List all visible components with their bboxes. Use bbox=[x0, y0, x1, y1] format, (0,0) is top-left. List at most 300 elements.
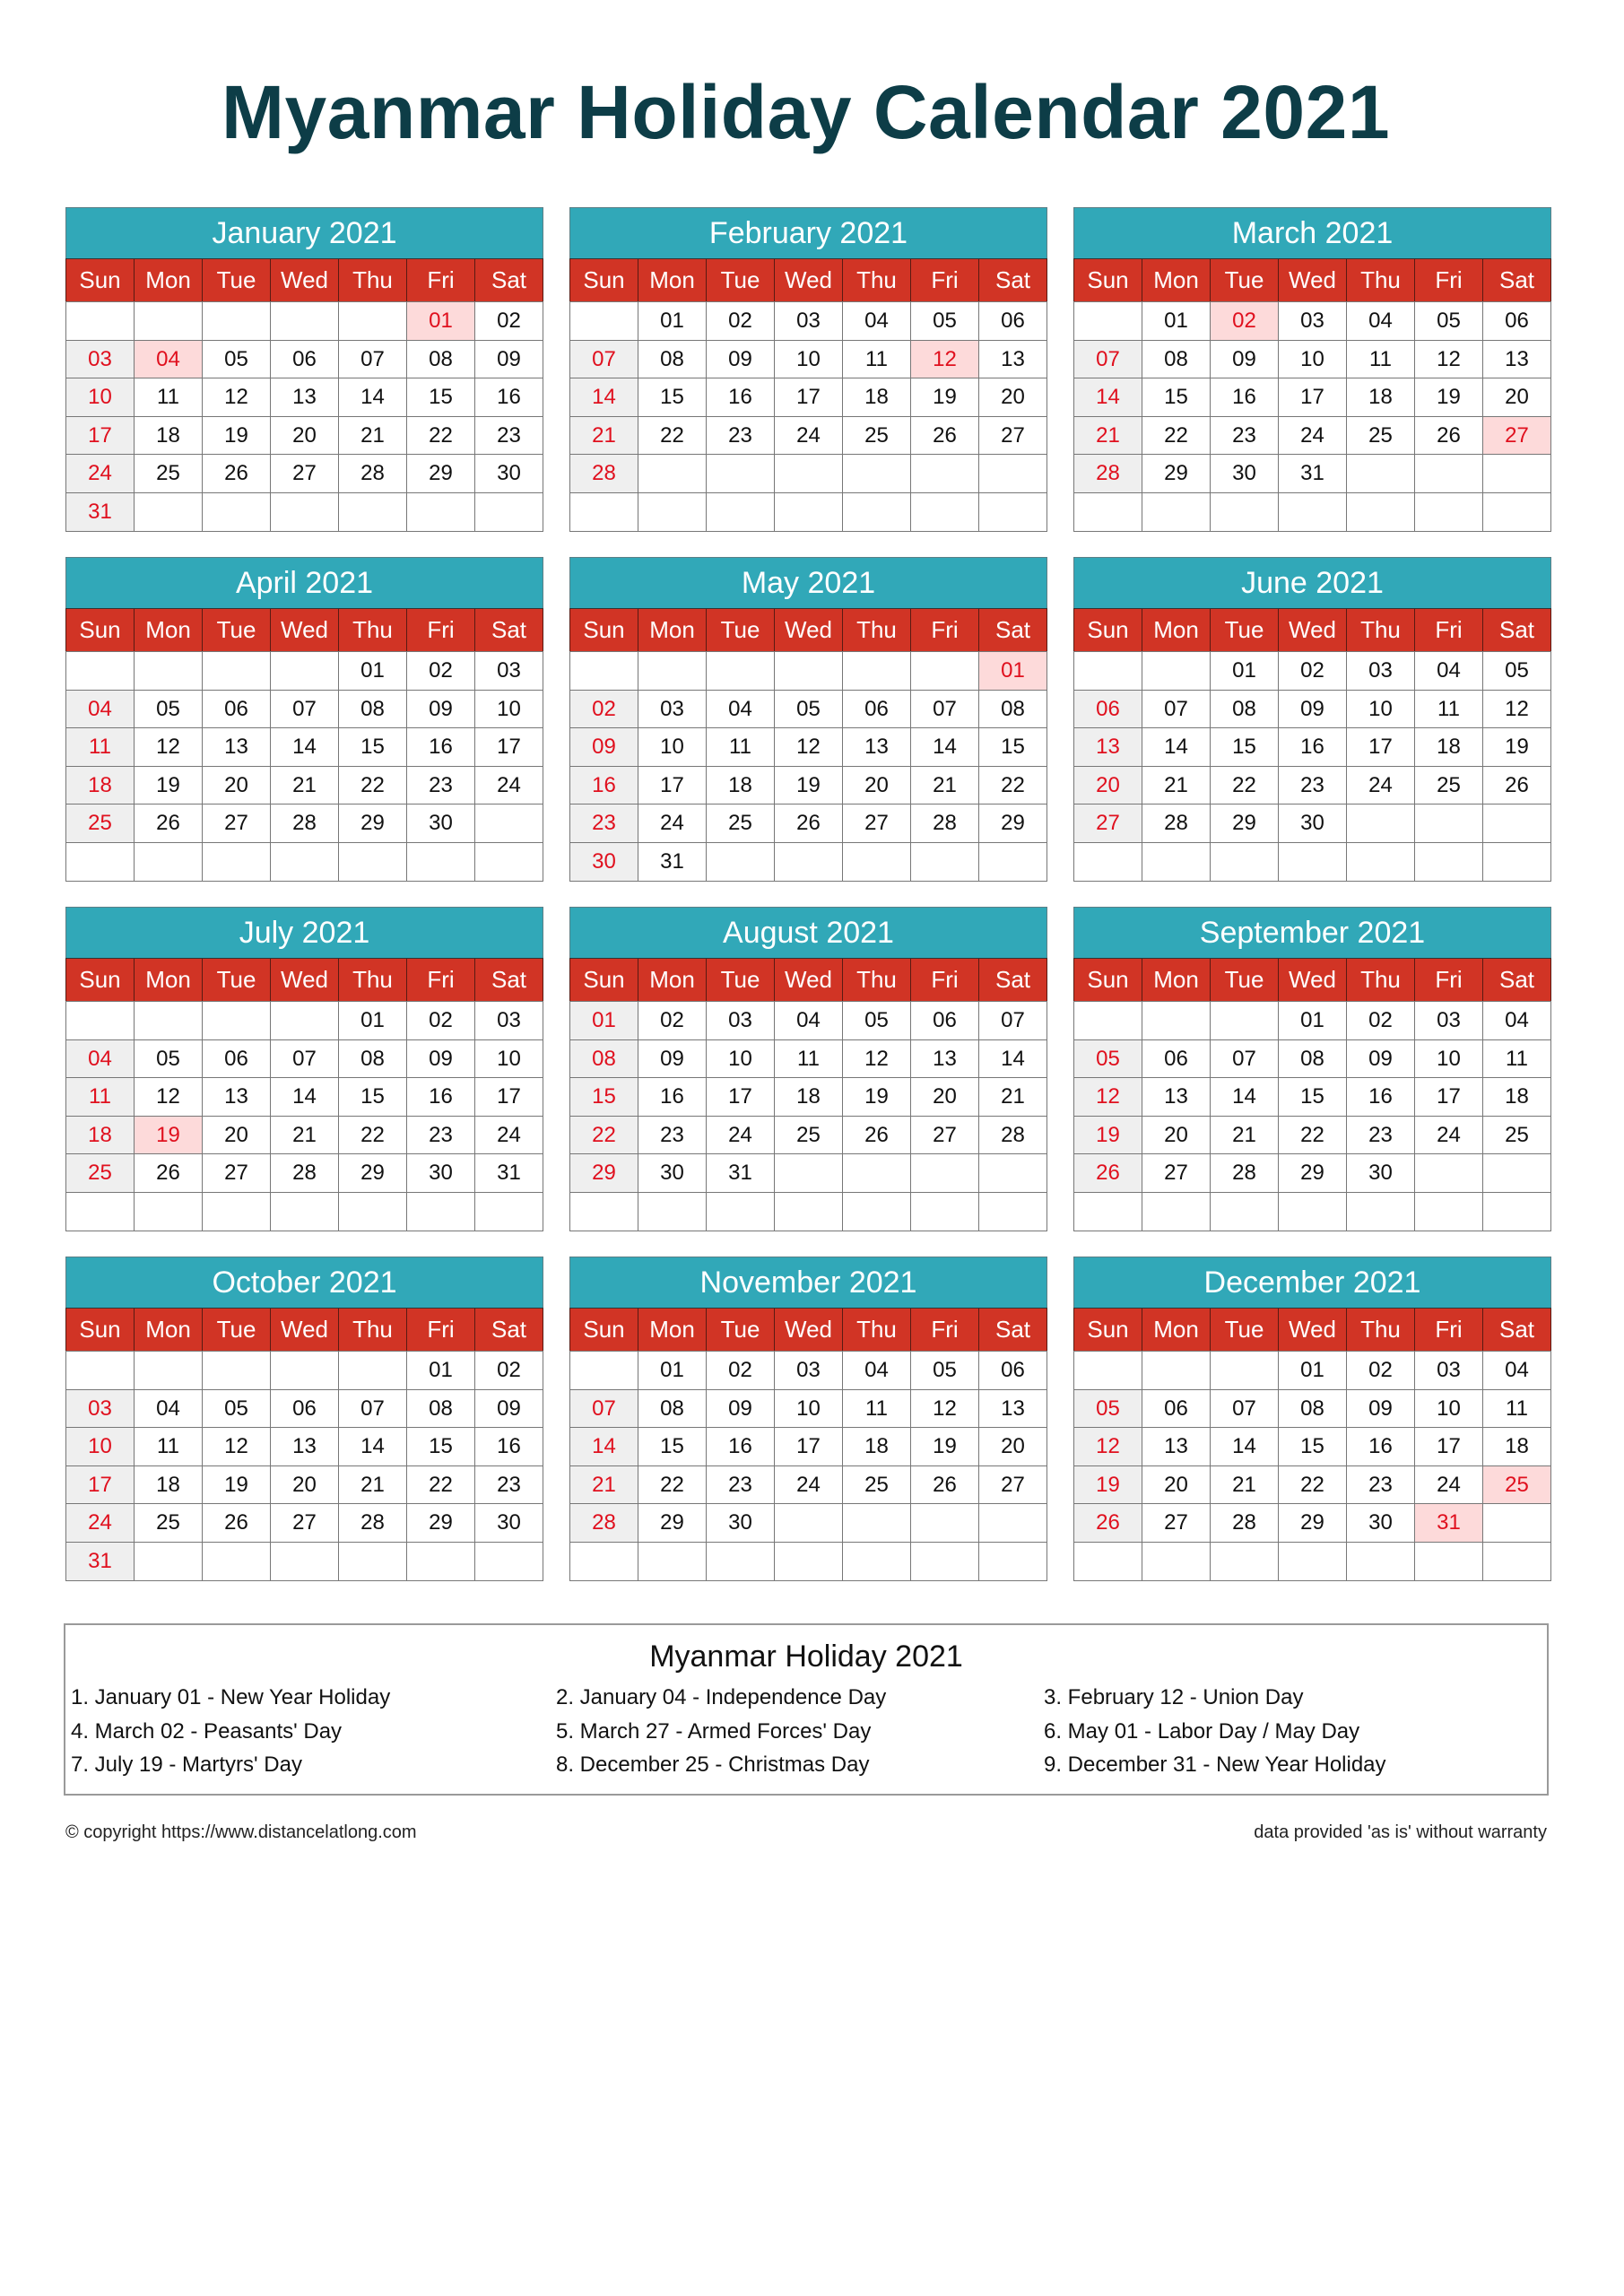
empty-day-cell bbox=[1483, 1193, 1551, 1231]
weekday-label: Sun bbox=[569, 959, 638, 1001]
empty-day-cell bbox=[911, 455, 979, 493]
empty-day-cell bbox=[775, 1154, 843, 1193]
week-row bbox=[1074, 1002, 1551, 1040]
day-cell: 25 bbox=[135, 455, 203, 493]
day-cell: 13 bbox=[911, 1040, 979, 1079]
day-cell: 23 bbox=[1347, 1466, 1415, 1505]
week-row bbox=[570, 1193, 1047, 1231]
day-cell: 06 bbox=[203, 1040, 271, 1079]
week-row bbox=[1074, 1543, 1551, 1581]
day-cell: 09 bbox=[707, 1390, 775, 1429]
week-row bbox=[570, 652, 1047, 691]
day-cell: 04 bbox=[707, 691, 775, 729]
day-cell: 07 bbox=[1142, 691, 1211, 729]
day-cell: 18 bbox=[135, 1466, 203, 1505]
day-cell: 19 bbox=[911, 378, 979, 417]
day-cell: 29 bbox=[638, 1504, 707, 1543]
empty-day-cell bbox=[339, 843, 407, 882]
weekday-header-row bbox=[1073, 258, 1551, 301]
day-cell: 27 bbox=[203, 804, 271, 843]
empty-day-cell bbox=[407, 1543, 475, 1581]
week-row bbox=[66, 417, 543, 456]
empty-day-cell bbox=[1211, 1193, 1279, 1231]
day-cell: 10 bbox=[775, 341, 843, 379]
empty-day-cell bbox=[475, 804, 543, 843]
day-cell: 19 bbox=[911, 1428, 979, 1466]
week-row bbox=[66, 1078, 543, 1117]
day-grid bbox=[569, 1351, 1047, 1581]
day-cell: 18 bbox=[1483, 1078, 1551, 1117]
week-row bbox=[66, 1390, 543, 1429]
day-cell: 22 bbox=[979, 767, 1047, 805]
empty-day-cell bbox=[1483, 1154, 1551, 1193]
day-cell: 08 bbox=[1279, 1390, 1347, 1429]
sunday-day-cell: 05 bbox=[1074, 1040, 1142, 1079]
empty-day-cell bbox=[66, 843, 135, 882]
weekday-label: Sat bbox=[979, 959, 1047, 1001]
month-title: May 2021 bbox=[569, 557, 1047, 608]
month-title: October 2021 bbox=[65, 1257, 543, 1308]
empty-day-cell bbox=[1142, 1193, 1211, 1231]
day-cell: 27 bbox=[979, 417, 1047, 456]
day-cell: 03 bbox=[475, 652, 543, 691]
day-cell: 12 bbox=[135, 728, 203, 767]
legend-item: 8. December 25 - Christmas Day bbox=[556, 1752, 870, 1777]
empty-day-cell bbox=[203, 302, 271, 341]
day-cell: 26 bbox=[135, 1154, 203, 1193]
legend-item: 5. March 27 - Armed Forces' Day bbox=[556, 1719, 872, 1744]
weekday-header-row bbox=[569, 1308, 1047, 1351]
sunday-day-cell: 20 bbox=[1074, 767, 1142, 805]
day-cell: 25 bbox=[843, 417, 911, 456]
empty-day-cell bbox=[843, 1543, 911, 1581]
day-cell: 26 bbox=[203, 1504, 271, 1543]
weekday-label: Wed bbox=[775, 959, 843, 1001]
legend-title: Myanmar Holiday 2021 bbox=[649, 1639, 963, 1674]
weekday-label: Sat bbox=[1483, 609, 1551, 651]
week-row bbox=[570, 1078, 1047, 1117]
weekday-label: Fri bbox=[911, 259, 979, 301]
empty-day-cell bbox=[979, 1193, 1047, 1231]
legend-item: 7. July 19 - Martyrs' Day bbox=[71, 1752, 302, 1777]
day-cell: 24 bbox=[775, 417, 843, 456]
empty-day-cell bbox=[843, 1193, 911, 1231]
holiday-day-cell: 02 bbox=[1211, 302, 1279, 341]
day-cell: 14 bbox=[339, 378, 407, 417]
empty-day-cell bbox=[1211, 493, 1279, 532]
day-cell: 20 bbox=[271, 1466, 339, 1505]
day-cell: 30 bbox=[1347, 1154, 1415, 1193]
weekday-label: Sat bbox=[979, 1309, 1047, 1351]
weekday-label: Fri bbox=[911, 1309, 979, 1351]
day-cell: 08 bbox=[979, 691, 1047, 729]
day-cell: 19 bbox=[203, 417, 271, 456]
week-row bbox=[570, 1428, 1047, 1466]
empty-day-cell bbox=[1279, 1543, 1347, 1581]
day-cell: 05 bbox=[775, 691, 843, 729]
day-cell: 08 bbox=[339, 1040, 407, 1079]
empty-day-cell bbox=[638, 493, 707, 532]
day-cell: 03 bbox=[1415, 1002, 1483, 1040]
day-cell: 06 bbox=[271, 341, 339, 379]
day-cell: 02 bbox=[1279, 652, 1347, 691]
holiday-day-cell: 12 bbox=[911, 341, 979, 379]
sunday-day-cell: 12 bbox=[1074, 1078, 1142, 1117]
weekday-header-row bbox=[65, 958, 543, 1001]
week-row bbox=[570, 1154, 1047, 1193]
day-cell: 12 bbox=[843, 1040, 911, 1079]
day-cell: 15 bbox=[979, 728, 1047, 767]
week-row bbox=[570, 1390, 1047, 1429]
day-cell: 29 bbox=[407, 1504, 475, 1543]
weekday-label: Sun bbox=[1073, 259, 1142, 301]
day-cell: 04 bbox=[1483, 1002, 1551, 1040]
sunday-day-cell: 19 bbox=[1074, 1117, 1142, 1155]
day-cell: 03 bbox=[1347, 652, 1415, 691]
day-cell: 27 bbox=[843, 804, 911, 843]
day-grid bbox=[65, 1001, 543, 1231]
empty-day-cell bbox=[1074, 1543, 1142, 1581]
day-cell: 07 bbox=[1211, 1390, 1279, 1429]
holiday-day-cell: 25 bbox=[1483, 1466, 1551, 1505]
day-cell: 14 bbox=[979, 1040, 1047, 1079]
weekday-label: Thu bbox=[1347, 609, 1415, 651]
day-cell: 23 bbox=[707, 1466, 775, 1505]
holiday-day-cell: 01 bbox=[979, 652, 1047, 691]
day-cell: 25 bbox=[775, 1117, 843, 1155]
day-cell: 04 bbox=[1483, 1352, 1551, 1390]
empty-day-cell bbox=[203, 1193, 271, 1231]
day-cell: 25 bbox=[843, 1466, 911, 1505]
day-cell: 17 bbox=[475, 1078, 543, 1117]
day-cell: 17 bbox=[1347, 728, 1415, 767]
empty-day-cell bbox=[203, 843, 271, 882]
day-cell: 26 bbox=[911, 1466, 979, 1505]
day-cell: 21 bbox=[339, 417, 407, 456]
day-cell: 28 bbox=[979, 1117, 1047, 1155]
day-cell: 07 bbox=[271, 1040, 339, 1079]
legend-item: 1. January 01 - New Year Holiday bbox=[71, 1685, 391, 1709]
day-cell: 01 bbox=[339, 1002, 407, 1040]
day-cell: 28 bbox=[911, 804, 979, 843]
empty-day-cell bbox=[1142, 843, 1211, 882]
weekday-label: Sun bbox=[1073, 1309, 1142, 1351]
month-calendar bbox=[1073, 557, 1551, 880]
day-cell: 11 bbox=[707, 728, 775, 767]
day-cell: 07 bbox=[339, 1390, 407, 1429]
empty-day-cell bbox=[775, 652, 843, 691]
day-cell: 17 bbox=[1415, 1428, 1483, 1466]
sunday-day-cell: 28 bbox=[570, 455, 638, 493]
empty-day-cell bbox=[1415, 1193, 1483, 1231]
day-cell: 02 bbox=[707, 1352, 775, 1390]
week-row bbox=[66, 1504, 543, 1543]
empty-day-cell bbox=[707, 843, 775, 882]
weekday-label: Sun bbox=[65, 1309, 135, 1351]
weekday-header-row bbox=[1073, 1308, 1551, 1351]
week-row bbox=[66, 341, 543, 379]
day-cell: 23 bbox=[1211, 417, 1279, 456]
day-cell: 13 bbox=[271, 1428, 339, 1466]
day-cell: 09 bbox=[1347, 1390, 1415, 1429]
day-cell: 27 bbox=[1142, 1504, 1211, 1543]
empty-day-cell bbox=[1347, 493, 1415, 532]
weekday-label: Fri bbox=[911, 609, 979, 651]
week-row bbox=[570, 1117, 1047, 1155]
day-cell: 20 bbox=[843, 767, 911, 805]
day-cell: 13 bbox=[979, 1390, 1047, 1429]
day-cell: 06 bbox=[1142, 1390, 1211, 1429]
day-cell: 22 bbox=[1142, 417, 1211, 456]
empty-day-cell bbox=[339, 1193, 407, 1231]
day-cell: 16 bbox=[707, 1428, 775, 1466]
month-title: December 2021 bbox=[1073, 1257, 1551, 1308]
weekday-label: Wed bbox=[775, 609, 843, 651]
day-cell: 25 bbox=[1483, 1117, 1551, 1155]
day-cell: 02 bbox=[1347, 1352, 1415, 1390]
empty-day-cell bbox=[203, 1002, 271, 1040]
month-calendar bbox=[569, 207, 1047, 530]
empty-day-cell bbox=[475, 1543, 543, 1581]
empty-day-cell bbox=[1483, 455, 1551, 493]
sunday-day-cell: 11 bbox=[66, 728, 135, 767]
day-cell: 17 bbox=[707, 1078, 775, 1117]
day-cell: 27 bbox=[203, 1154, 271, 1193]
empty-day-cell bbox=[1347, 1543, 1415, 1581]
day-cell: 08 bbox=[1211, 691, 1279, 729]
weekday-label: Sun bbox=[569, 609, 638, 651]
day-cell: 24 bbox=[475, 1117, 543, 1155]
empty-day-cell bbox=[1483, 843, 1551, 882]
empty-day-cell bbox=[475, 843, 543, 882]
empty-day-cell bbox=[1483, 493, 1551, 532]
day-cell: 18 bbox=[1483, 1428, 1551, 1466]
day-cell: 23 bbox=[407, 1117, 475, 1155]
week-row bbox=[66, 1428, 543, 1466]
sunday-day-cell: 28 bbox=[1074, 455, 1142, 493]
empty-day-cell bbox=[1415, 804, 1483, 843]
day-cell: 30 bbox=[638, 1154, 707, 1193]
week-row bbox=[570, 691, 1047, 729]
day-cell: 26 bbox=[911, 417, 979, 456]
day-cell: 25 bbox=[1415, 767, 1483, 805]
week-row bbox=[66, 1117, 543, 1155]
day-cell: 05 bbox=[135, 691, 203, 729]
week-row bbox=[66, 1040, 543, 1079]
day-cell: 15 bbox=[638, 1428, 707, 1466]
day-cell: 14 bbox=[339, 1428, 407, 1466]
month-title: September 2021 bbox=[1073, 907, 1551, 958]
empty-day-cell bbox=[1142, 652, 1211, 691]
empty-day-cell bbox=[570, 1352, 638, 1390]
day-cell: 20 bbox=[203, 1117, 271, 1155]
empty-day-cell bbox=[911, 652, 979, 691]
weekday-label: Wed bbox=[775, 1309, 843, 1351]
day-cell: 08 bbox=[638, 341, 707, 379]
empty-day-cell bbox=[407, 493, 475, 532]
month-calendar bbox=[569, 907, 1047, 1230]
day-cell: 05 bbox=[911, 302, 979, 341]
empty-day-cell bbox=[1279, 843, 1347, 882]
week-row bbox=[570, 804, 1047, 843]
weekday-label: Tue bbox=[707, 259, 775, 301]
day-cell: 22 bbox=[407, 417, 475, 456]
day-cell: 08 bbox=[1279, 1040, 1347, 1079]
week-row bbox=[570, 417, 1047, 456]
week-row bbox=[66, 455, 543, 493]
day-cell: 15 bbox=[1211, 728, 1279, 767]
empty-day-cell bbox=[1415, 493, 1483, 532]
day-cell: 18 bbox=[135, 417, 203, 456]
weekday-label: Sat bbox=[475, 259, 543, 301]
legend-item: 3. February 12 - Union Day bbox=[1044, 1685, 1304, 1709]
empty-day-cell bbox=[979, 843, 1047, 882]
sunday-day-cell: 07 bbox=[570, 1390, 638, 1429]
day-cell: 18 bbox=[775, 1078, 843, 1117]
day-cell: 04 bbox=[135, 1390, 203, 1429]
weekday-label: Fri bbox=[407, 259, 475, 301]
weekday-label: Tue bbox=[203, 259, 271, 301]
day-cell: 23 bbox=[1347, 1117, 1415, 1155]
day-grid bbox=[1073, 651, 1551, 882]
day-cell: 16 bbox=[475, 1428, 543, 1466]
day-cell: 25 bbox=[1347, 417, 1415, 456]
week-row bbox=[66, 1543, 543, 1581]
day-cell: 21 bbox=[1211, 1117, 1279, 1155]
empty-day-cell bbox=[911, 1504, 979, 1543]
empty-day-cell bbox=[1074, 1193, 1142, 1231]
week-row bbox=[1074, 378, 1551, 417]
week-row bbox=[1074, 455, 1551, 493]
empty-day-cell bbox=[1211, 843, 1279, 882]
weekday-label: Mon bbox=[135, 959, 203, 1001]
empty-day-cell bbox=[1483, 804, 1551, 843]
day-cell: 29 bbox=[1279, 1504, 1347, 1543]
weekday-label: Fri bbox=[911, 959, 979, 1001]
week-row bbox=[570, 767, 1047, 805]
empty-day-cell bbox=[843, 1154, 911, 1193]
week-row bbox=[1074, 652, 1551, 691]
day-cell: 10 bbox=[775, 1390, 843, 1429]
empty-day-cell bbox=[638, 1543, 707, 1581]
legend-item: 6. May 01 - Labor Day / May Day bbox=[1044, 1719, 1360, 1744]
day-cell: 13 bbox=[203, 1078, 271, 1117]
empty-day-cell bbox=[203, 1352, 271, 1390]
week-row bbox=[570, 455, 1047, 493]
weekday-label: Sun bbox=[65, 259, 135, 301]
day-cell: 14 bbox=[1142, 728, 1211, 767]
week-row bbox=[1074, 804, 1551, 843]
day-cell: 02 bbox=[475, 302, 543, 341]
empty-day-cell bbox=[271, 1193, 339, 1231]
day-cell: 28 bbox=[339, 455, 407, 493]
weekday-label: Wed bbox=[271, 259, 339, 301]
weekday-label: Wed bbox=[775, 259, 843, 301]
day-cell: 16 bbox=[1211, 378, 1279, 417]
month-title: February 2021 bbox=[569, 207, 1047, 258]
day-cell: 21 bbox=[979, 1078, 1047, 1117]
weekday-label: Sun bbox=[65, 959, 135, 1001]
week-row bbox=[1074, 1466, 1551, 1505]
day-cell: 01 bbox=[1142, 302, 1211, 341]
day-cell: 06 bbox=[979, 302, 1047, 341]
day-cell: 23 bbox=[475, 417, 543, 456]
sunday-day-cell: 23 bbox=[570, 804, 638, 843]
day-cell: 05 bbox=[911, 1352, 979, 1390]
legend-item: 9. December 31 - New Year Holiday bbox=[1044, 1752, 1386, 1777]
weekday-header-row bbox=[65, 1308, 543, 1351]
sunday-day-cell: 22 bbox=[570, 1117, 638, 1155]
day-cell: 10 bbox=[1347, 691, 1415, 729]
copyright-link[interactable]: © copyright https://www.distancelatlong.com bbox=[65, 1822, 417, 1842]
weekday-label: Thu bbox=[843, 259, 911, 301]
day-cell: 30 bbox=[475, 1504, 543, 1543]
weekday-label: Mon bbox=[1142, 1309, 1211, 1351]
sunday-day-cell: 28 bbox=[570, 1504, 638, 1543]
empty-day-cell bbox=[135, 1002, 203, 1040]
sunday-day-cell: 07 bbox=[570, 341, 638, 379]
day-cell: 02 bbox=[407, 652, 475, 691]
empty-day-cell bbox=[135, 1543, 203, 1581]
day-cell: 18 bbox=[1415, 728, 1483, 767]
week-row bbox=[1074, 302, 1551, 341]
sunday-day-cell: 12 bbox=[1074, 1428, 1142, 1466]
week-row bbox=[66, 1466, 543, 1505]
holiday-day-cell: 01 bbox=[407, 302, 475, 341]
day-cell: 04 bbox=[775, 1002, 843, 1040]
weekday-label: Thu bbox=[1347, 1309, 1415, 1351]
week-row bbox=[1074, 1154, 1551, 1193]
day-cell: 25 bbox=[135, 1504, 203, 1543]
sunday-day-cell: 25 bbox=[66, 1154, 135, 1193]
weekday-label: Mon bbox=[1142, 259, 1211, 301]
weekday-label: Tue bbox=[707, 959, 775, 1001]
week-row bbox=[1074, 1040, 1551, 1079]
disclaimer-text: data provided 'as is' without warranty bbox=[1254, 1822, 1547, 1842]
weekday-label: Thu bbox=[843, 609, 911, 651]
weekday-label: Wed bbox=[1279, 259, 1347, 301]
sunday-day-cell: 26 bbox=[1074, 1154, 1142, 1193]
day-cell: 01 bbox=[1211, 652, 1279, 691]
empty-day-cell bbox=[775, 455, 843, 493]
day-cell: 19 bbox=[1483, 728, 1551, 767]
empty-day-cell bbox=[66, 652, 135, 691]
day-cell: 03 bbox=[775, 302, 843, 341]
weekday-label: Sat bbox=[475, 959, 543, 1001]
day-cell: 22 bbox=[638, 1466, 707, 1505]
day-cell: 20 bbox=[1483, 378, 1551, 417]
day-cell: 05 bbox=[203, 1390, 271, 1429]
empty-day-cell bbox=[1347, 1193, 1415, 1231]
empty-day-cell bbox=[570, 302, 638, 341]
sunday-day-cell: 31 bbox=[66, 1543, 135, 1581]
day-cell: 01 bbox=[1279, 1002, 1347, 1040]
weekday-label: Tue bbox=[203, 1309, 271, 1351]
week-row bbox=[66, 728, 543, 767]
day-cell: 29 bbox=[339, 804, 407, 843]
week-row bbox=[570, 1504, 1047, 1543]
day-cell: 06 bbox=[911, 1002, 979, 1040]
sunday-day-cell: 03 bbox=[66, 341, 135, 379]
weekday-label: Sun bbox=[569, 1309, 638, 1351]
day-cell: 06 bbox=[203, 691, 271, 729]
weekday-label: Wed bbox=[1279, 609, 1347, 651]
sunday-day-cell: 13 bbox=[1074, 728, 1142, 767]
holiday-day-cell: 31 bbox=[1415, 1504, 1483, 1543]
week-row bbox=[66, 843, 543, 882]
empty-day-cell bbox=[271, 652, 339, 691]
day-cell: 12 bbox=[135, 1078, 203, 1117]
